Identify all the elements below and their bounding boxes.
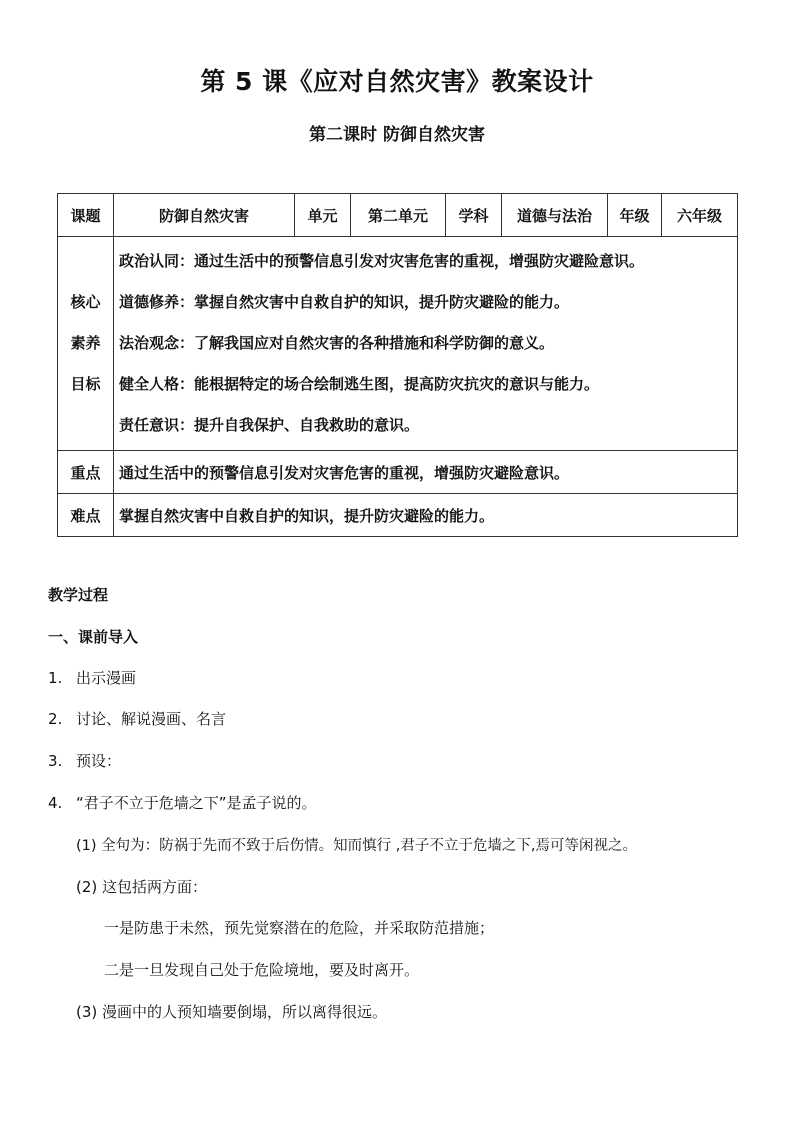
cell-topic-label: 课题 — [58, 194, 114, 237]
document-title: 第 5 课《应对自然灾害》教案设计 — [200, 67, 594, 96]
cell-difficult-point-label: 难点 — [58, 494, 114, 537]
list-item-number: 1. — [48, 669, 63, 687]
cell-subject-value: 道德与法治 — [502, 194, 608, 237]
cell-grade-value: 六年级 — [662, 194, 738, 237]
cell-subject-label: 学科 — [446, 194, 502, 237]
sub-item-aspect-one: 一是防患于未然，预先觉察潜在的危险，并采取防范措施； — [104, 919, 495, 937]
list-item-number: 4. — [48, 794, 63, 812]
core-label-line: 素养 — [70, 334, 101, 352]
list-item-text: 出示漫画 — [76, 669, 137, 687]
core-goal-political: 政治认同：通过生活中的预警信息引发对灾害危害的重视，增强防灾避险意识。 — [119, 252, 645, 270]
list-item — [48, 667, 136, 688]
section-pre-class-intro: 一、课前导入 — [48, 628, 139, 646]
table-row-difficult-point — [58, 494, 738, 537]
core-label-line: 核心 — [70, 293, 101, 311]
document-subtitle: 第二课时 防御自然灾害 — [309, 125, 485, 145]
cell-unit-value: 第二单元 — [351, 194, 446, 237]
lesson-info-table — [57, 193, 738, 537]
core-label-line: 目标 — [70, 375, 101, 393]
sub-item-two-aspects: (2) 这包括两方面： — [76, 878, 208, 896]
cell-unit-label: 单元 — [295, 194, 351, 237]
list-item-number: 2. — [48, 710, 63, 728]
cell-core-goals-label — [58, 237, 114, 451]
list-item — [48, 792, 317, 813]
cell-key-point-text: 通过生活中的预警信息引发对灾害危害的重视，增强防灾避险意识。 — [114, 451, 738, 494]
core-goal-personality: 健全人格：能根据特定的场合绘制逃生图，提高防灾抗灾的意识与能力。 — [119, 375, 600, 393]
list-item — [48, 750, 121, 771]
sub-item-full-sentence: (1) 全句为：防祸于先而不致于后伤情。知而慎行 ,君子不立于危墙之下,焉可等闲视之。 — [76, 838, 637, 854]
table-row-key-point — [58, 451, 738, 494]
table-row-topic — [58, 194, 738, 237]
list-item-number: 3. — [48, 752, 63, 770]
cell-core-goals-content — [114, 237, 738, 451]
table-row-core-goals — [58, 237, 738, 451]
list-item-text: 预设： — [76, 752, 122, 770]
sub-item-comic: (3) 漫画中的人预知墙要倒塌，所以离得很远。 — [76, 1003, 388, 1021]
core-goal-law: 法治观念：了解我国应对自然灾害的各种措施和科学防御的意义。 — [119, 334, 555, 352]
list-item-text: “君子不立于危墙之下”是孟子说的。 — [76, 794, 317, 812]
list-item — [48, 708, 226, 729]
core-goal-moral: 道德修养：掌握自然灾害中自救自护的知识，提升防灾避险的能力。 — [119, 293, 570, 311]
list-item-text: 讨论、解说漫画、名言 — [76, 710, 227, 728]
cell-key-point-label: 重点 — [58, 451, 114, 494]
cell-topic-value: 防御自然灾害 — [114, 194, 295, 237]
cell-difficult-point-text: 掌握自然灾害中自救自护的知识，提升防灾避险的能力。 — [114, 494, 738, 537]
sub-item-aspect-two: 二是一旦发现自己处于危险境地，要及时离开。 — [104, 961, 420, 979]
cell-grade-label: 年级 — [608, 194, 662, 237]
teaching-process-heading: 教学过程 — [48, 586, 109, 604]
core-goal-responsibility: 责任意识：提升自我保护、自我救助的意识。 — [119, 416, 420, 434]
